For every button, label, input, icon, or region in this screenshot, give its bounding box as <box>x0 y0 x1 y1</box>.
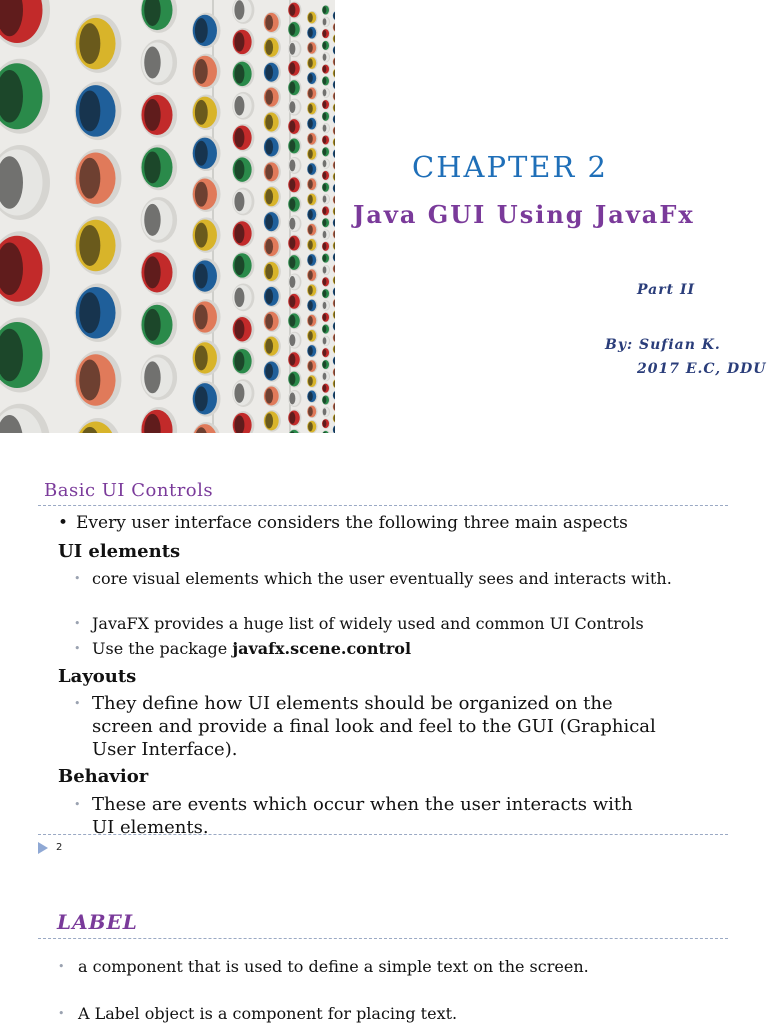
page-indicator <box>38 837 62 856</box>
intro-text: Every user interface considers the following three main aspects <box>76 513 628 533</box>
package-name: javafx.scene.control <box>232 639 412 658</box>
list-item-text: A Label object is a component for placing text. <box>78 1004 458 1023</box>
list-item <box>74 793 654 839</box>
bullet-icon: • <box>58 513 69 533</box>
basic-ui-controls-slide <box>0 470 768 860</box>
list-item-text: JavaFX provides a huge list of widely used and common UI Controls <box>92 614 644 633</box>
bullet-icon: • <box>74 642 81 655</box>
list-item-text: They define how UI elements should be organized on the screen and provide a final look and feel to the GUI (Graphical User Interface). <box>92 693 656 760</box>
list-item <box>58 1003 698 1024</box>
package-prefix: Use the package <box>92 639 233 658</box>
list-item <box>74 692 674 761</box>
intro-bullet <box>58 513 628 533</box>
heading-divider <box>38 505 728 506</box>
bullet-icon: • <box>74 572 81 585</box>
author-line: By: Sufian K. <box>605 337 721 353</box>
list-item <box>74 638 714 659</box>
bullet-icon: • <box>58 1007 65 1020</box>
chapter-subtitle: Java GUI Using JavaFx <box>353 200 695 229</box>
list-item <box>74 568 684 589</box>
section-title-layouts: Layouts <box>58 666 137 687</box>
slide-heading: Basic UI Controls <box>44 480 214 501</box>
list-item <box>58 956 698 977</box>
list-item-text: core visual elements which the user eventually sees and interacts with. <box>92 569 672 588</box>
footer-divider <box>38 834 728 835</box>
title-slide <box>0 0 768 436</box>
part-label: Part II <box>637 282 696 298</box>
perforated-wall-image <box>0 0 335 433</box>
page-number: 2 <box>56 842 63 853</box>
list-item-text: These are events which occur when the user interacts with UI elements. <box>92 794 633 838</box>
slide-heading: LABEL <box>57 910 138 934</box>
label-slide <box>0 895 768 1024</box>
list-item <box>74 613 714 634</box>
list-item-text: a component that is used to define a simple text on the screen. <box>78 957 589 976</box>
bullet-icon: • <box>74 798 81 811</box>
section-title-behavior: Behavior <box>58 766 149 787</box>
heading-divider <box>38 938 728 939</box>
bullet-icon: • <box>74 697 81 710</box>
section-title-ui-elements: UI elements <box>58 541 181 562</box>
chapter-title: CHAPTER 2 <box>412 150 608 184</box>
bullet-icon: • <box>74 617 81 630</box>
cover-photo <box>0 0 335 433</box>
list-item-text <box>92 638 714 659</box>
triangle-icon <box>38 842 48 854</box>
bullet-icon: • <box>58 960 65 973</box>
org-line: 2017 E.C, DDU <box>637 361 767 377</box>
